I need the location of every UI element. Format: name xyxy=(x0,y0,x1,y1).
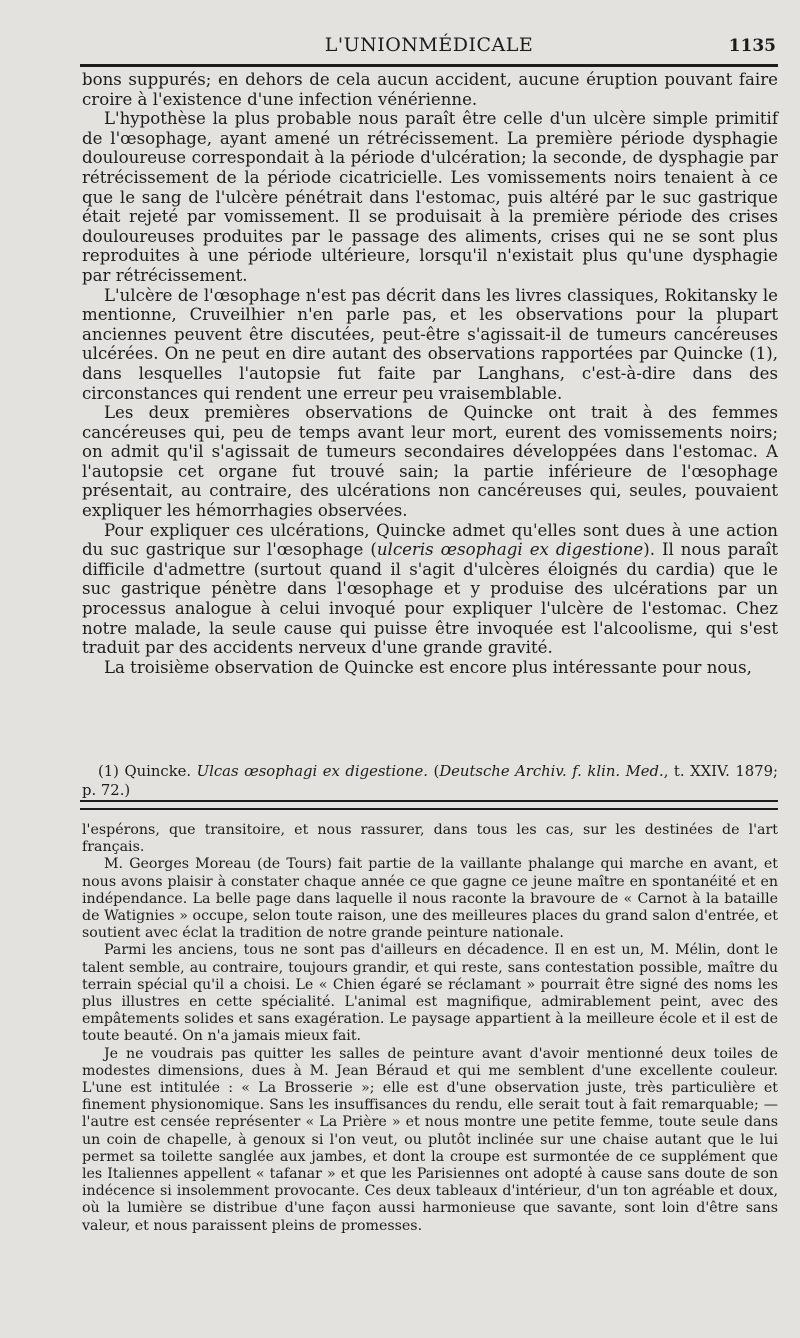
italic-latin-title: ulceris œsophagi ex digestione xyxy=(376,540,644,560)
section-divider xyxy=(80,800,778,802)
text-run: Pour expliquer ces ulcérations, Quincke admet qu'elles sont dues à une action du suc gastrique sur l'œsophage ( xyxy=(82,520,778,560)
paragraph: l'espérons, que transitoire, et nous rassurer, dans tous les cas, sur les destinées de l'art français. xyxy=(82,822,778,856)
feuilleton xyxy=(82,822,778,1235)
footnote-marker: (1) Quincke. xyxy=(98,763,192,780)
paragraph: L'ulcère de l'œsophage n'est pas décrit dans les livres classiques, Rokitansky le mentionne, Cruveilhier n'en parle pas, et les observations pour la plupart anciennes peuvent être discutées, peut-être s'agissait-il de tumeurs cancéreuses ulcérées. On ne peut en dire autant des observations rapportées par Quincke (1), dans lesquelles l'autopsie fut faite par Langhans, c'est-à-dire dans des circonstances qui rendent une erreur peu vraisemblable. xyxy=(82,285,778,403)
paragraph xyxy=(82,521,778,658)
paragraph: L'hypothèse la plus probable nous paraît être celle d'un ulcère simple primitif de l'œsophage, ayant amené un rétrécissement. La première période dysphagie douloureuse correspondait à la période d'ulcération; la seconde, de dysphagie par rétrécissement de la période cicatricielle. Les vomissements noirs tenaient à ce que le sang de l'ulcère pénétrait dans l'estomac, puis altéré par le suc gastrique était rejeté par vomissement. Il se produisait à la première période des crises douloureuses produites par le passage des aliments, crises qui ne se sont plus reproduites à une période ultérieure, lorsqu'il n'existait plus qu'une dysphagie par rétrécissement. xyxy=(82,109,778,285)
footnote-text xyxy=(82,762,778,800)
paragraph: La troisième observation de Quincke est encore plus intéressante pour nous, xyxy=(104,657,752,677)
header-rule xyxy=(80,64,778,67)
text-run: ( xyxy=(433,763,440,780)
text-run: , t. XXIV. 1879; p. 72.) xyxy=(82,763,778,799)
paragraph: M. Georges Moreau (de Tours) fait partie de la vaillante phalange qui marche en avant, et nous avons plaisir à constater chaque année ce que gagne ce jeune maître en spontanéité et en indépendance. La belle page dans laquelle il nous raconte la bravoure de « Carnot à la bataille de Watignies » occupe, selon toute raison, une des meilleures places du grand salon d'entrée, et soutient avec éclat la tradition de notre grande peinture nationale. xyxy=(82,856,778,942)
paragraph: Parmi les anciens, tous ne sont pas d'ailleurs en décadence. Il en est un, M. Mélin, dont le talent semble, au contraire, toujours grandir, et qui reste, sans contestation possible, maître du terrain spécial qu'il a choisi. Le « Chien égaré se réclamant » pourrait être signé des noms les plus illustres en cette spécialité. L'animal est magnifique, admirablement peint, avec des empâtements solides et sans exagération. Le paysage appartient à la meilleure école et il est de toute beauté. On n'a jamais mieux fait. xyxy=(82,942,778,1045)
footnote-title: Ulcas œsophagi ex digestione. xyxy=(196,763,428,780)
text-run: ). Il nous paraît difficile d'admettre (surtout quand il s'agit d'ulcères éloignés du cardia) que le suc gastrique pénètre dans l'œsophage et y produise des ulcérations par un processus analogue à celui invoqué pour expliquer l'ulcère de l'estomac. Chez notre malade, la seule cause qui puisse être invoquée est l'alcoolisme, qui s'est traduit par des accidents nerveux d'une grande gravité. xyxy=(82,540,778,658)
paragraph: bons suppurés; en dehors de cela aucun accident, aucune éruption pouvant faire croire à l'existence d'une infection vénérienne. xyxy=(82,70,778,109)
page-number: 1135 xyxy=(728,36,776,56)
footnote-source: Deutsche Archiv. f. klin. Med. xyxy=(439,763,664,780)
footnote xyxy=(82,762,778,800)
article-body xyxy=(82,70,778,677)
running-title: L'UNIONMÉDICALE xyxy=(324,34,534,56)
section-divider xyxy=(80,808,778,810)
page-header xyxy=(82,34,776,60)
paragraph: Je ne voudrais pas quitter les salles de peinture avant d'avoir mentionné deux toiles de modestes dimensions, dues à M. Jean Béraud et qui me semblent d'une excellente couleur. L'une est intitulée : « La Brosserie »; elle est d'une observation juste, très particulière et finement physionomique. Sans les insuffisances du rendu, elle serait tout à fait remarquable; — l'autre est censée représenter « La Prière » et nous montre une petite femme, toute seule dans un coin de chapelle, à genoux si l'on veut, ou plutôt inclinée sur une chaise autant que le lui permet sa toilette sanglée aux jambes, et dont la croupe est surmontée de ce supplément que les Italiennes appellent « tafanar » et que les Parisiennes ont adopté à cause sans doute de son indécence si insolemment provocante. Ces deux tableaux d'intérieur, d'un ton agréable et doux, où la lumière se distribue d'une façon aussi harmonieuse que savante, sont loin d'être sans valeur, et nous paraissent pleins de promesses. xyxy=(82,1045,778,1234)
paragraph: Les deux premières observations de Quincke ont trait à des femmes cancéreuses qui, peu de temps avant leur mort, eurent des vomissements noirs; on admit qu'il s'agissait de tumeurs secondaires développées dans l'estomac. A l'autopsie cet organe fut trouvé sain; la partie inférieure de l'œsophage présentait, au contraire, des ulcérations non cancéreuses qui, seules, pouvaient expliquer les hémorrhagies observées. xyxy=(82,403,778,521)
